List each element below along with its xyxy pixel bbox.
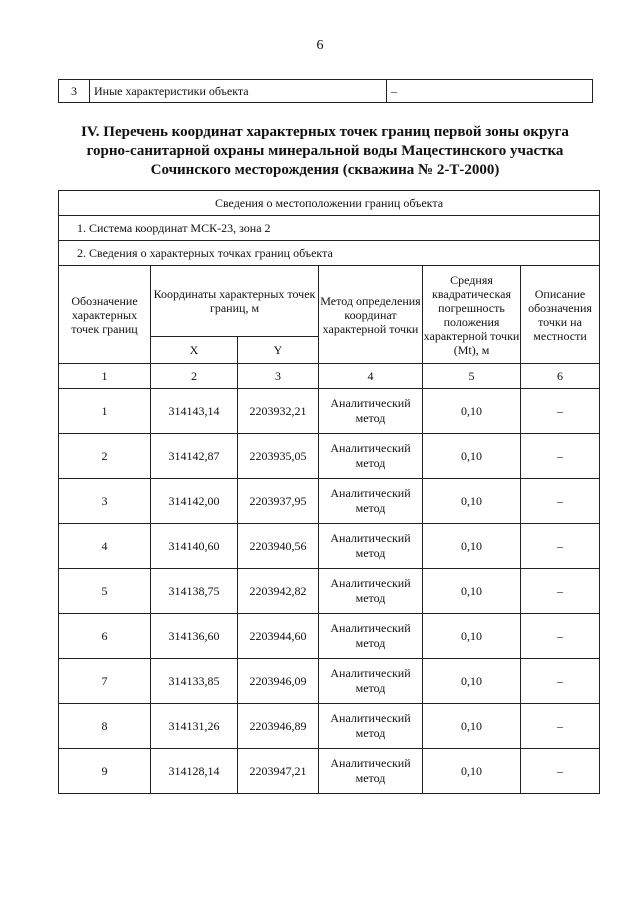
cell-x: 314131,26 [151,704,238,749]
table-row [59,524,600,569]
header-point: Обозначение характерных точек границ [59,266,151,364]
column-number: 2 [151,364,238,389]
cell-y: 2203942,82 [238,569,319,614]
cell-x: 314143,14 [151,389,238,434]
cell-method: Аналитический метод [319,614,423,659]
cell-y: 2203946,09 [238,659,319,704]
table-row [59,80,593,103]
cell-y: 2203935,05 [238,434,319,479]
cell-y: 2203937,95 [238,479,319,524]
heading-line: Сочинского месторождения (скважина № 2-Т-2000) [150,162,500,178]
cell-y: 2203932,21 [238,389,319,434]
header-method: Метод определения координат характерной точки [319,266,423,364]
cell-error: 0,10 [423,434,521,479]
cell-method: Аналитический метод [319,479,423,524]
table-row [59,241,600,266]
table-title: Сведения о местоположении границ объекта [59,191,600,216]
cell-point: 6 [59,614,151,659]
table-row [59,569,600,614]
cell-description: – [521,704,600,749]
page-number: 6 [316,38,324,53]
cell-point: 9 [59,749,151,794]
cell-error: 0,10 [423,569,521,614]
cell-y: 2203946,89 [238,704,319,749]
cell-point: 8 [59,704,151,749]
column-number: 6 [521,364,600,389]
cell-method: Аналитический метод [319,749,423,794]
cell-x: 314138,75 [151,569,238,614]
header-x: X [151,337,238,364]
column-number: 4 [319,364,423,389]
cell-description: – [521,389,600,434]
cell-x: 314142,00 [151,479,238,524]
cell-error: 0,10 [423,704,521,749]
cell-point: 4 [59,524,151,569]
table-row [59,614,600,659]
column-numbers-row [59,364,600,389]
table-row [59,216,600,241]
coordinates-table [58,190,600,794]
cell-point: 2 [59,434,151,479]
heading-line: горно-санитарной охраны минеральной воды Мацестинского участка [86,143,564,159]
header-description: Описание обозначения точки на местности [521,266,600,364]
cell-error: 0,10 [423,524,521,569]
cell-error: 0,10 [423,479,521,524]
cell-method: Аналитический метод [319,434,423,479]
table-header-row [59,266,600,337]
cell-x: 314142,87 [151,434,238,479]
row-value: – [387,80,593,103]
cell-description: – [521,614,600,659]
cell-point: 1 [59,389,151,434]
cell-x: 314140,60 [151,524,238,569]
cell-y: 2203940,56 [238,524,319,569]
header-y: Y [238,337,319,364]
row-number: 3 [59,80,90,103]
row-label: Иные характеристики объекта [90,80,387,103]
table-row [59,479,600,524]
cell-method: Аналитический метод [319,704,423,749]
cell-point: 3 [59,479,151,524]
header-error: Средняя квадратическая погрешность положения характерной точки (Mt), м [423,266,521,364]
cell-description: – [521,434,600,479]
cell-point: 7 [59,659,151,704]
cell-method: Аналитический метод [319,524,423,569]
table-row [59,704,600,749]
cell-description: – [521,749,600,794]
cell-x: 314136,60 [151,614,238,659]
cell-point: 5 [59,569,151,614]
points-info: 2. Сведения о характерных точках границ объекта [59,241,600,266]
cell-error: 0,10 [423,659,521,704]
cell-error: 0,10 [423,749,521,794]
cell-description: – [521,524,600,569]
cell-x: 314133,85 [151,659,238,704]
table-row [59,191,600,216]
heading-line: IV. Перечень координат характерных точек границ первой зоны округа [81,124,569,140]
column-number: 5 [423,364,521,389]
cell-error: 0,10 [423,614,521,659]
cell-description: – [521,659,600,704]
cell-method: Аналитический метод [319,659,423,704]
cell-method: Аналитический метод [319,569,423,614]
table-row [59,434,600,479]
cell-y: 2203944,60 [238,614,319,659]
table-row [59,659,600,704]
cell-x: 314128,14 [151,749,238,794]
header-coords: Координаты характерных точек границ, м [151,266,319,337]
column-number: 1 [59,364,151,389]
table-row [59,749,600,794]
section-heading [60,123,590,180]
coordinate-system: 1. Система координат МСК-23, зона 2 [59,216,600,241]
cell-method: Аналитический метод [319,389,423,434]
cell-y: 2203947,21 [238,749,319,794]
column-number: 3 [238,364,319,389]
table-row [59,389,600,434]
cell-description: – [521,479,600,524]
cell-description: – [521,569,600,614]
cell-error: 0,10 [423,389,521,434]
object-characteristics-table [58,79,593,103]
